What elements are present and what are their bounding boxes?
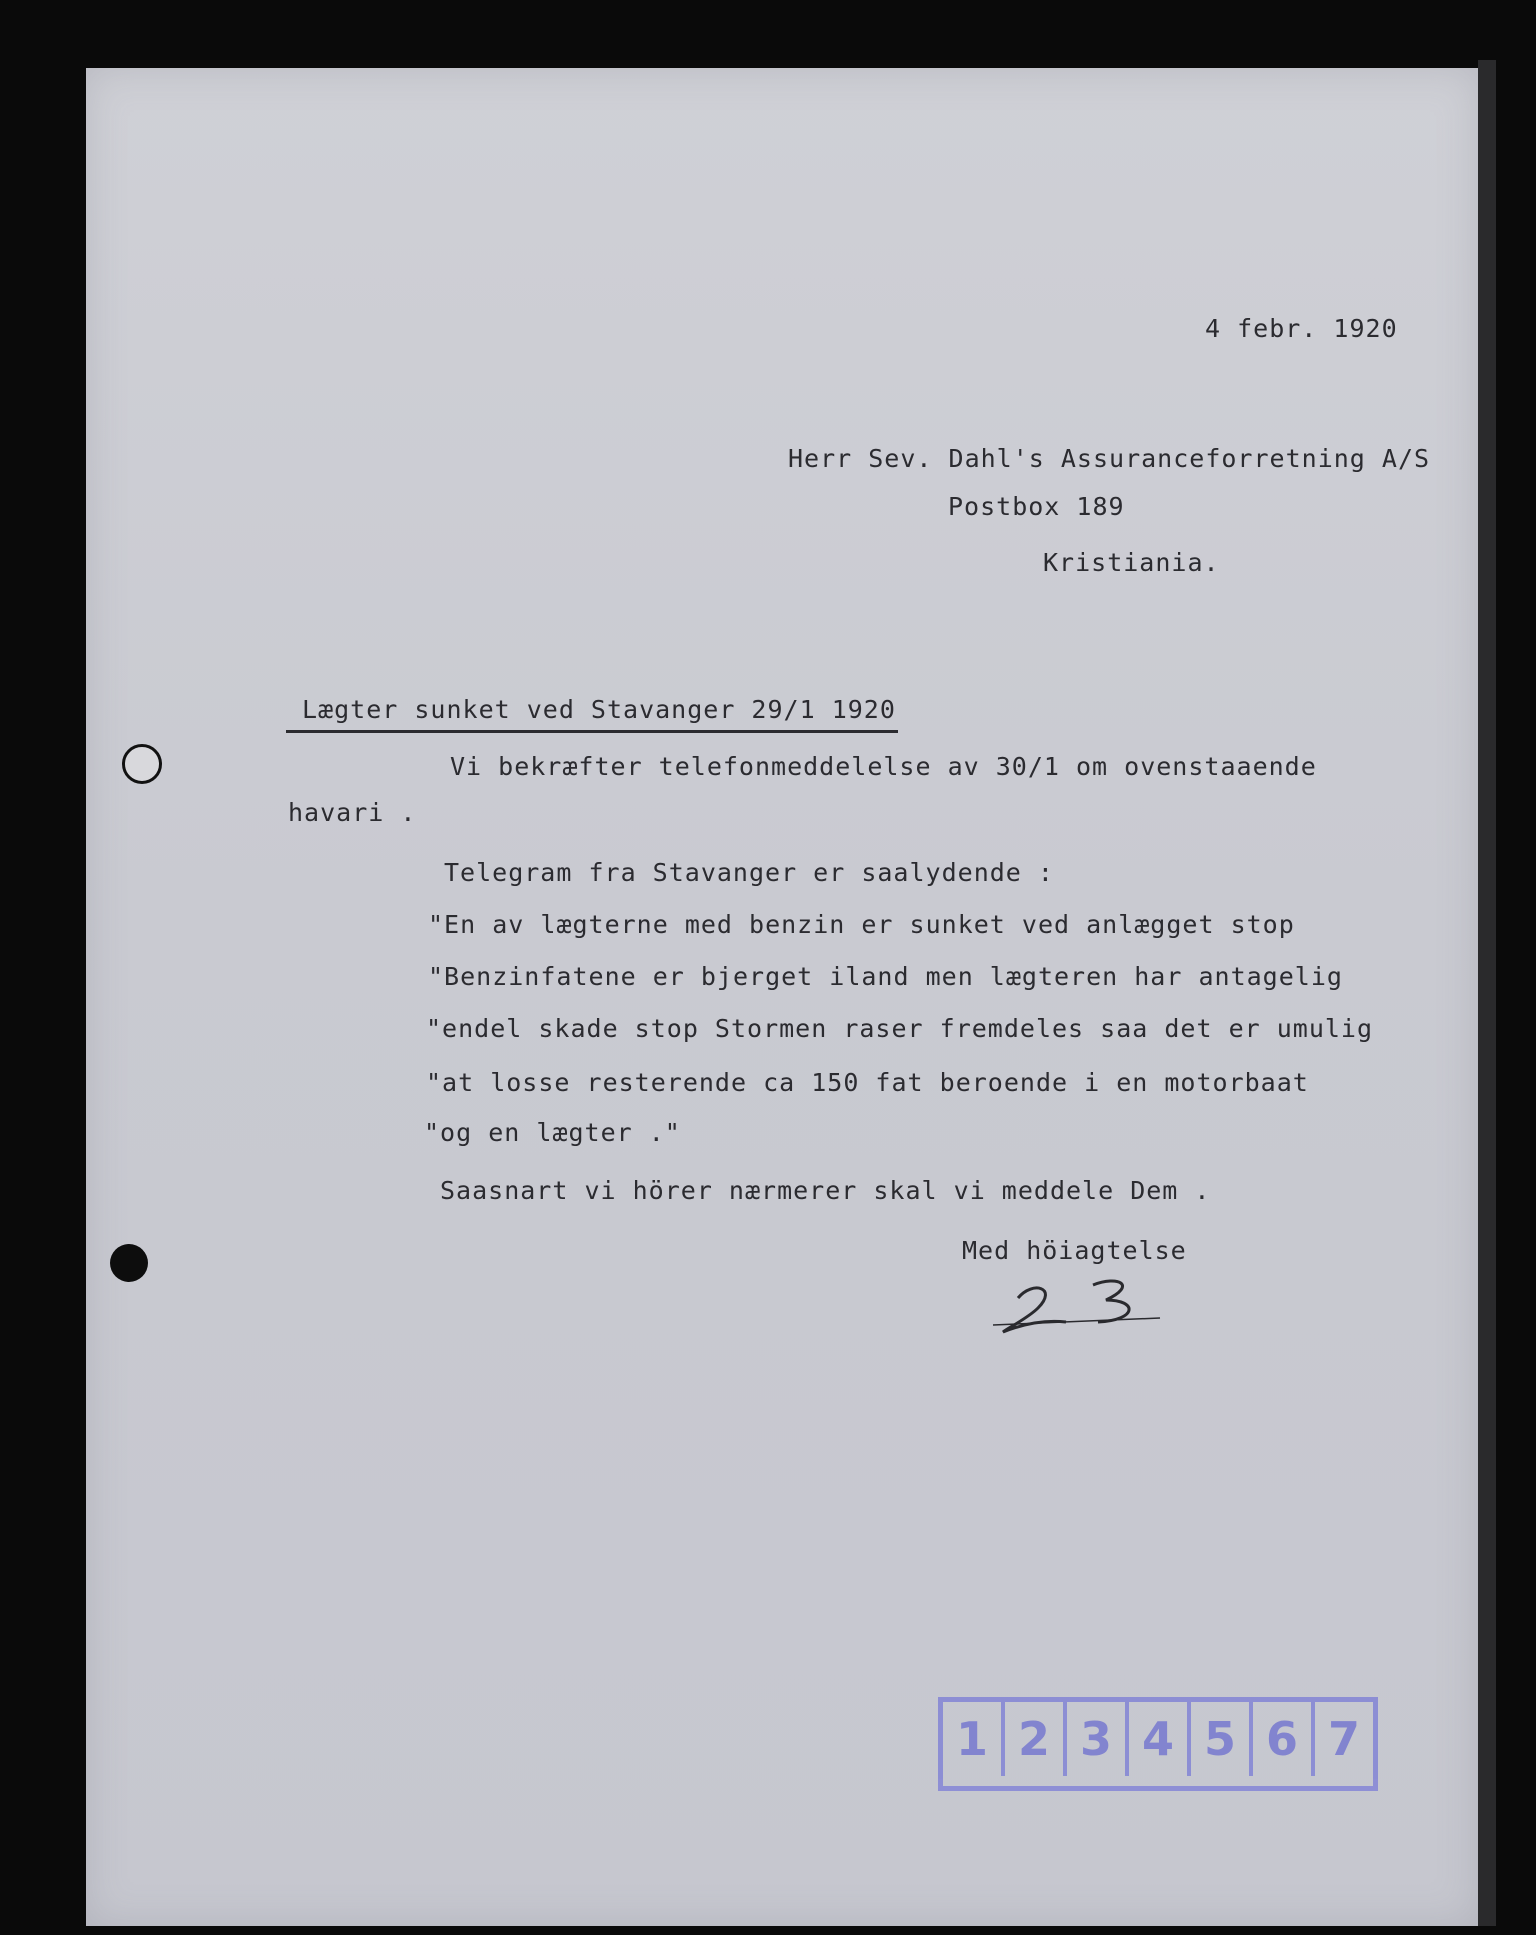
body-line-6: "endel skade stop Stormen raser fremdeles saa det er umulig [426,1014,1374,1043]
body-line-9: Saasnart vi hörer nærmerer skal vi meddele Dem . [440,1176,1211,1205]
punch-hole-bottom [110,1244,148,1282]
closing-text: Med höiagtelse [962,1236,1187,1265]
paper-edge-shadow [1478,60,1496,1926]
body-line-7: "at losse resterende ca 150 fat beroende i en motorbaat [426,1068,1309,1097]
stamp-digit: 3 [1067,1702,1129,1776]
body-line-1: Vi bekræfter telefonmeddelelse av 30/1 om ovenstaaende [450,752,1317,781]
recipient-line-2: Postbox 189 [948,492,1125,521]
body-line-5: "Benzinfatene er bjerget iland men lægteren har antagelig [428,962,1343,991]
registry-stamp [938,1697,1378,1791]
body-line-4: "En av lægterne med benzin er sunket ved anlægget stop [428,910,1295,939]
signature [988,1270,1168,1340]
recipient-line-1: Herr Sev. Dahl's Assuranceforretning A/S [788,444,1431,473]
body-line-2: havari . [288,798,417,827]
subject-line: Lægter sunket ved Stavanger 29/1 1920 [302,695,896,724]
recipient-line-3: Kristiania. [1043,548,1220,577]
paper-sheet [86,68,1478,1926]
stamp-digit: 1 [943,1702,1005,1776]
subject-underline [286,730,898,733]
stamp-digit: 6 [1253,1702,1315,1776]
body-line-3: Telegram fra Stavanger er saalydende : [444,858,1054,887]
punch-hole-top [122,744,162,784]
body-line-8: "og en lægter ." [424,1118,681,1147]
letter-date: 4 febr. 1920 [1205,314,1398,343]
stamp-digit: 5 [1191,1702,1253,1776]
stamp-digit: 7 [1327,1712,1360,1766]
stamp-digit: 4 [1129,1702,1191,1776]
stamp-digit: 2 [1005,1702,1067,1776]
